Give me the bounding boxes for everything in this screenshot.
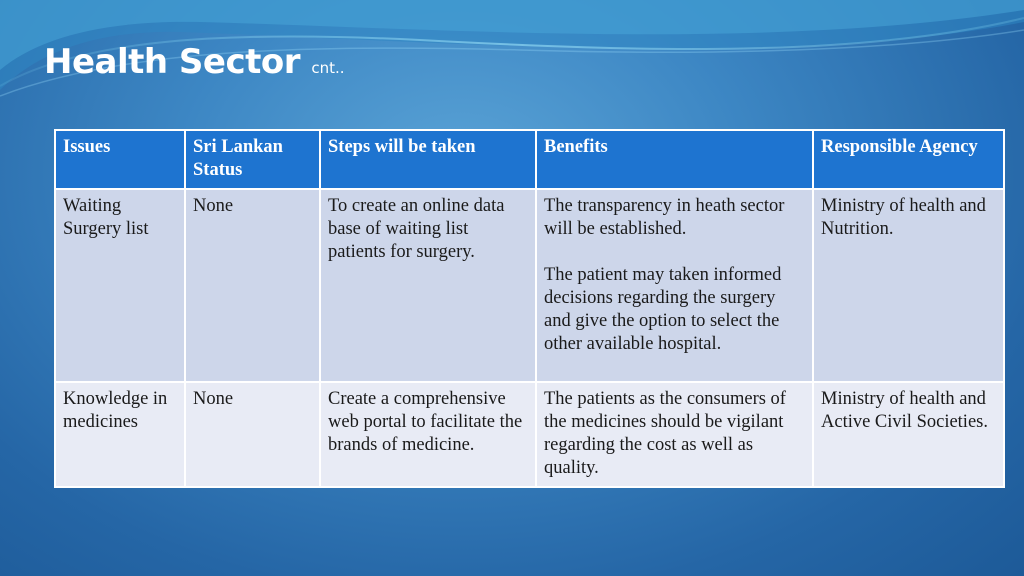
cell-status: None: [185, 382, 320, 487]
slide-title-main: Health Sector: [44, 42, 300, 82]
table-row: [55, 189, 1004, 382]
table-row: [55, 382, 1004, 487]
benefit-paragraph: The patients as the consumers of the medicines should be vigilant regarding the cost as well as quality.: [544, 389, 786, 478]
cell-benefits: [536, 382, 813, 487]
table-header-row: [55, 130, 1004, 189]
cell-agency: Ministry of health and Active Civil Societies.: [813, 382, 1004, 487]
cell-issue: Knowledge in medicines: [55, 382, 185, 487]
header-issues: Issues: [55, 130, 185, 189]
slide-title-suffix: cnt..: [311, 59, 345, 77]
cell-issue: Waiting Surgery list: [55, 189, 185, 382]
cell-agency: Ministry of health and Nutrition.: [813, 189, 1004, 382]
cell-steps: To create an online data base of waiting list patients for surgery.: [320, 189, 536, 382]
header-benefits: Benefits: [536, 130, 813, 189]
header-agency: Responsible Agency: [813, 130, 1004, 189]
cell-benefits: [536, 189, 813, 382]
header-status: Sri Lankan Status: [185, 130, 320, 189]
benefit-paragraph: The patient may taken informed decisions regarding the surgery and give the option to select the other available hospital.: [544, 265, 782, 354]
benefit-paragraph: The transparency in heath sector will be established.: [544, 196, 785, 239]
cell-status: None: [185, 189, 320, 382]
slide-title: [44, 40, 345, 90]
header-steps: Steps will be taken: [320, 130, 536, 189]
health-sector-table: [54, 129, 1005, 488]
cell-steps: Create a comprehensive web portal to facilitate the brands of medicine.: [320, 382, 536, 487]
